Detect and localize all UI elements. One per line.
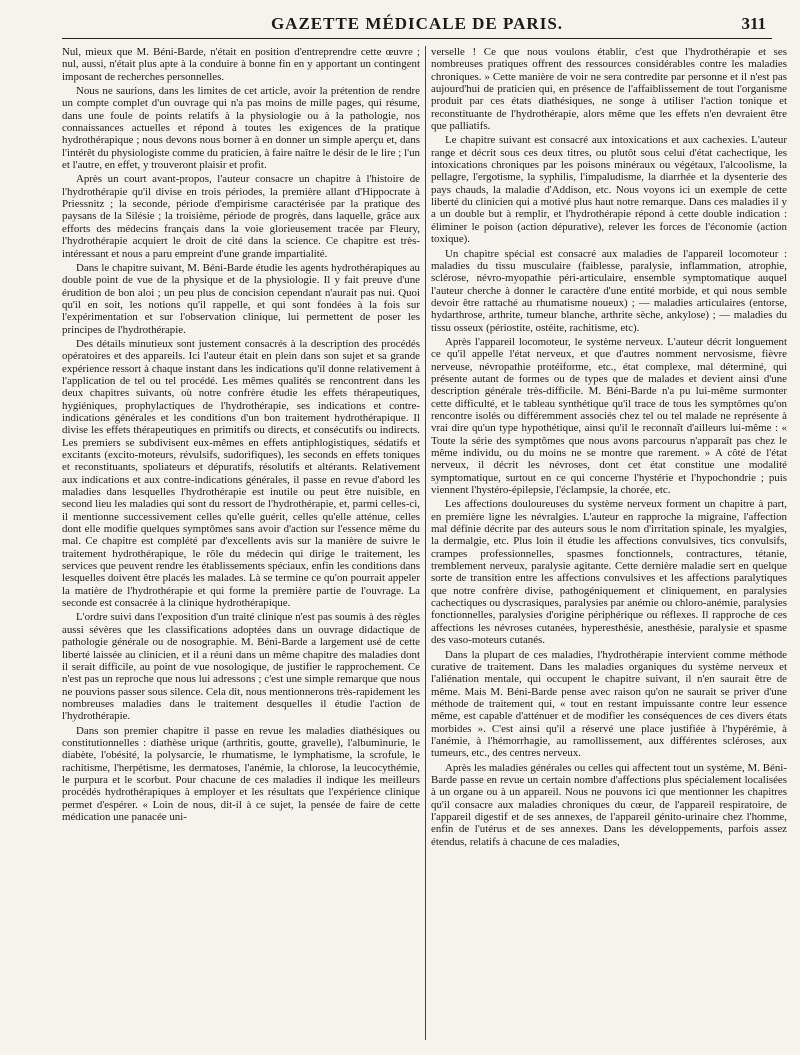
paragraph: Nous ne saurions, dans les limites de cet article, avoir la prétention de rendre un compte complet d'un ouvrage qui n'a pas moins de mille pages, qui résume, dans une foule de points relatifs à la physiologie ou à la pathologie, nos connaissances actuelles et répond à toutes les exigences de la pratique hydrothérapique ; nous devons nous borner à en donner un simple aperçu et, dans l'intérêt du physiologiste comme du praticien, à faire naître le désir de le lire ; l'un et l'autre, en effet, y trouveront plaisir et profit. (62, 85, 420, 172)
left-column (62, 46, 420, 1040)
right-column (431, 46, 787, 1040)
paragraph: Après un court avant-propos, l'auteur consacre un chapitre à l'histoire de l'hydrothérapie qu'il divise en trois périodes, la première allant d'Hippocrate à Priessnitz ; la seconde, période d'empirisme caractérisée par la pratique des paysans de la Silésie ; la troisième, période de progrès, dans laquelle, grâce aux efforts des médecins français dans la voie glorieusement tracée par Fleury, l'hydrothérapie acquiert le droit de cité dans la science. Ce chapitre est très-intéressant et nous a paru empreint d'une grande impartialité. (62, 173, 420, 260)
page-number: 311 (741, 14, 766, 33)
paragraph: Dans le chapitre suivant, M. Béni-Barde étudie les agents hydrothérapiques au double point de vue de la physique et de la physiologie. Il y fait preuve d'une érudition de bon aloi ; un peu plus de concision cependant n'aurait pas nui. Quoi qu'il en soit, les notions qu'il rappelle, et qui sont fondées à la fois sur l'expérimentation et sur l'observation clinique, lui permettent de poser les principes de l'hydrothérapie. (62, 261, 420, 336)
paragraph: Le chapitre suivant est consacré aux intoxications et aux cachexies. L'auteur range et décrit sous ces deux titres, ou plutôt sous celui d'état cachectique, les intoxications chroniques par les poisons minéraux ou végétaux, l'alcoolisme, la pellagre, l'ergotisme, la syphilis, l'impaludisme, la diarrhée et la dysenterie des pays chauds, la maladie d'Addison, etc. Nous voyons ici un exemple de cette liberté du clinicien qui a motivé plus haut notre remarque. Dans ces maladies il y a un double but à remplir, et l'hydrothérapie répond à cette double indication : éliminer le poison (action dépurative), relever les forces de l'économie (action toxique). (431, 134, 787, 246)
paragraph: L'ordre suivi dans l'exposition d'un traité clinique n'est pas soumis à des règles aussi sévères que les classifications adoptées dans un ouvrage didactique de pathologie générale ou de nosographie. M. Béni-Barde a largement usé de cette liberté laissée au clinicien, et il a réuni dans un même chapitre des maladies dont il serait difficile, au point de vue nosologique, de justifier le rapprochement. Ce n'est pas un reproche que nous lui adressons ; c'est une simple remarque que nous ne pouvions passer sous silence. Cela dit, nous mentionnerons très-rapidement les nombreuses maladies dans le traitement desquelles il étudie l'action de l'hydrothérapie. (62, 611, 420, 723)
paragraph: Un chapitre spécial est consacré aux maladies de l'appareil locomoteur : maladies du tissu musculaire (faiblesse, paralysie, inflammation, atrophie, sclérose, névro-myopathie péri-articulaire, ensemble symptomatique auquel l'auteur cherche à donner le caractère d'une entité morbide, et qui nous semble devoir être rattaché au rhumatisme noueux) ; — maladies articulaires (entorse, hydarthrose, arthrite, tumeur blanche, arthrite sèche, ankylose) ; — maladies du tissu osseux (périostite, ostéite, rachitisme, etc). (431, 247, 787, 334)
paragraph: Dans son premier chapitre il passe en revue les maladies diathésiques ou constitutionnelles : diathèse urique (arthritis, goutte, gravelle), l'albuminurie, le diabète, l'obésité, la polysarcie, le rhumatisme, le lymphatisme, la scrofule, le rachitisme, l'herpétisme, les dermatoses, l'anémie, la chlorose, la leucocythémie, le purpura et le scorbut. Pour chacune de ces maladies il indique les meilleurs procédés hydrothérapiques à employer et les résultats que l'expérience clinique permet d'espérer. « Loin de nous, dit-il à ce sujet, la pensée de faire de cette médication une panacée uni- (62, 724, 420, 823)
journal-title: GAZETTE MÉDICALE DE PARIS. (270, 14, 564, 33)
column-divider (425, 46, 426, 1040)
paragraph: Les affections douloureuses du système nerveux forment un chapitre à part, en première ligne les névralgies. L'auteur en rapproche la migraine, l'affection mal définie décrite par des auteurs sous le nom d'irritation spinale, les myalgies, la dermalgie, etc. Plus loin il étudie les affections convulsives, tics convulsifs, crampes professionnelles, spasmes fonctionnels, contractures, tétanie, tremblement nerveux, paralysie agitante. Cette dernière maladie sert en quelque sorte de transition entre les affections convulsives et les affections paralytiques que notre confrère divise, pathogéniquement et cliniquement, en paralysies cachectiques ou dyscrasiques, paralysies par anémie ou chloro-anémie, paralysies fonctionnelles, paralysies d'origine périphérique ou réflexes. Il rapproche de ces affections les névroses cutanées, hyperesthésie, anesthésie, paralysie et spasme des vaso-moteurs cutanés. (431, 498, 787, 647)
page-header (62, 12, 772, 39)
paragraph: verselle ! Ce que nous voulons établir, c'est que l'hydrothérapie et ses nombreuses pratiques offrent des ressources considérables contre les maladies chroniques. » Cette manière de voir ne sera contredite par personne et il n'est pas aujourd'hui de praticien qui, en présence de l'affaiblissement de tout l'organisme produit par ces états diathésiques, ne songe à utiliser l'action tonique et reconstituante de l'hydrothérapie, alors même que les effets n'en devraient être que palliatifs. (431, 46, 787, 133)
paragraph: Dans la plupart de ces maladies, l'hydrothérapie intervient comme méthode curative de traitement. Dans les maladies organiques du système nerveux et l'aliénation mentale, qui occupent le chapitre suivant, il n'en saurait être de même. Mais M. Béni-Barde pense avec raison qu'on ne saurait se priver d'une méthode de traitement qui, « tout en restant impuissante contre leur essence même, est capable d'atténuer et de modifier les conséquences de ces divers états morbides ». C'est ainsi qu'il a réservé une place justifiée à l'hypérémie, à l'anémie, à l'hémorrhagie, au ramollissement, aux différentes scléroses, aux tumeurs, etc., des centres nerveux. (431, 648, 787, 760)
paragraph: Des détails minutieux sont justement consacrés à la description des procédés opératoires et des appareils. Ici l'auteur était en plein dans son sujet et sa grande expérience ressort à chaque instant dans les indications qu'il donne relativement à l'application de tel ou tel procédé. Les mêmes qualités se rencontrent dans les deux chapitres suivants, où notre confrère étudie les effets thérapeutiques, hygiéniques, prophylactiques de l'hydrothérapie, ses indications et contre-indications générales et les conditions d'un bon traitement hydrothérapique. Il divise les effets thérapeutiques en primitifs ou directs, et consécutifs ou indirects. Les premiers se subdivisent eux-mêmes en effets antiphlogistiques, sédatifs et excitants (excito-moteurs, révulsifs, sudorifiques), les seconds en effets toniques et reconstituants, spoliateurs et dépuratifs, résolutifs et altérants. Relativement aux indications et aux contre-indications générales, il passe en revue d'abord les maladies dans lesquelles l'hydrothérapie est inutile ou peut être nuisible, en second lieu les maladies qui sont du ressort de l'hydrothérapie, et, parmi celles-ci, il mentionne successivement celles qu'elle guérit, celles qu'elle atténue, celles dont elle modifie quelques symptômes sans avoir d'action sur l'essence même du mal. Ce chapitre est complété par d'excellents avis sur la manière de suivre le traitement hydrothérapique, le rôle du médecin qui dirige le traitement, les services que peuvent rendre les établissements spéciaux, enfin les conditions dans lesquelles doivent être placés les malades. Là se termine ce qu'on pourrait appeler la matière de l'hydrothérapie et qui forme la première partie de l'ouvrage. La seconde est consacrée à la clinique hydrothérapique. (62, 337, 420, 610)
paragraph: Nul, mieux que M. Béni-Barde, n'était en position d'entreprendre cette œuvre ; nul, aussi, n'était plus apte à la conduire à bonne fin en y apportant un contingent imposant de recherches personnelles. (62, 46, 420, 83)
paragraph: Après les maladies générales ou celles qui affectent tout un système, M. Béni-Barde passe en revue un certain nombre d'affections plus spécialement localisées à un organe ou à un appareil. Nous ne pouvons ici que mentionner les chapitres qu'il consacre aux maladies chroniques du cœur, de l'appareil respiratoire, de l'appareil digestif et de ses annexes, de l'appareil génito-urinaire chez l'homme, enfin de l'utérus et de ses annexes. Dans les développements, parfois assez étendus, relatifs à chacune de ces maladies, (431, 761, 787, 848)
paragraph: Après l'appareil locomoteur, le système nerveux. L'auteur décrit longuement ce qu'il appelle l'état nerveux, et que d'autres nomment nervosisme, fièvre nerveuse, névropathie protéiforme, etc., état complexe, mal déterminé, qui présente autant de formes ou de types que de malades et devient ainsi d'une description générale très-difficile. M. Béni-Barde n'a pu lui-même surmonter cette difficulté, et le tableau synthétique qu'il trace de tous les symptômes qu'on rencontre isolés ou différemment associés chez tel ou tel malade ne représente à vrai dire qu'un type hypothétique, ainsi qu'il le reconnaît d'ailleurs lui-même : « Toute la série des symptômes que nous avons parcourus n'apparaît pas chez le même individu, ou du moins ne se montre que rarement. » A côté de l'état nerveux, il décrit les névroses, dont cet état constitue une modalité symptomatique, surtout en ce qui concerne l'hystérie et l'hypochondrie ; puis viennent l'hystéro-épilepsie, l'éclampsie, la chorée, etc. (431, 335, 787, 497)
